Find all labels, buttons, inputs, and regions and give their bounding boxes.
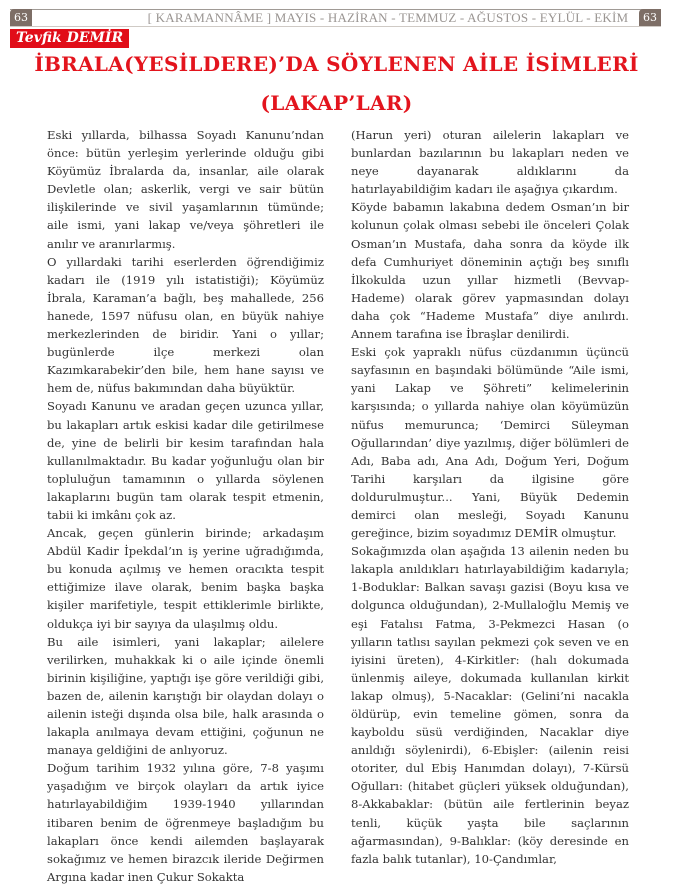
- paragraph: Eski yıllarda, bilhassa Soyadı Kanunu’ndan önce: bütün yerleşim yerlerinde olduğu gibi Köyümüz İbralarda da, insanlar, aile olarak Devletle olan; askerlik, vergi ve sair bütün ilişkilerinde ve sivil yaşamlarının tümünde; aile ismi, yani lakap ve/veya şöhretleri ile anılır ve aranırlarmış.: [47, 128, 324, 251]
- article-subtitle: (LAKAP’LAR): [260, 91, 413, 115]
- paragraph: Ancak, geçen günlerin birinde; arkadaşım Abdül Kadir İpekdal’ın iş yerine uğradığımda, bu konuda açılmış ve hemen oracıkta tespit ettiğimize ilave olarak, benim başka başka kişiler marifetiyle, tespit ettiklerimle birlikte, oldukça iyi bir sayıya da ulaşılmış oldu.: [47, 526, 324, 631]
- paragraph: (Harun yeri) oturan ailelerin lakapları ve bunlardan bazılarının bu lakapları neden ve neye dayanarak aldıklarını da hatırlayabildiğim kadarı ile aşağıya çıkardım.: [351, 128, 629, 197]
- paragraph: Doğum tarihim 1932 yılına göre, 7-8 yaşımı yaşadığım ve birçok olayları da artık iyice hatırlayabildiğim 1939-1940 yıllarından itibaren benim de öğrenmeye başladığım bu lakapları önce kendi ailemden başlayarak sokağımız ve hemen birazcık ileride Değirmen Argına kadar inen Çukur Sokakta: [47, 761, 324, 884]
- paragraph: Soyadı Kanunu ve aradan geçen uzunca yıllar, bu lakapları artık eskisi kadar dile getirilmese de, yine de belirli bir kesim tarafından hala kullanılmaktadır. Bu kadar yoğunluğu olan bir topluluğun tamamının o yıllarda söylenen lakaplarını bugün tam olarak tespit etmenin, tabii ki imkânı çok az.: [47, 399, 324, 522]
- text-column-2: [351, 126, 629, 868]
- paragraph: O yıllardaki tarihi eserlerden öğrendiğimiz kadarı ile (1919 yılı istatistiği); Köyümüz İbrala, Karaman’a bağlı, beş mahallede, 256 hanede, 1597 nüfusu olan, en büyük nahiye merkezlerinden de biridir. Yani o yıllar; bugünlerde ilçe merkezi olan Kazımkarabekir’den bile, hem hane sayısı ve hem de, nüfus bakımından daha büyüktür.: [47, 254, 324, 396]
- article-title: İBRALA(YESİLDERE)’DA SÖYLENEN AİLE İSİMLERİ: [34, 52, 639, 76]
- paragraph: Eski çok yapraklı nüfus cüzdanımın üçüncü sayfasının en başındaki bölümünde “Aile ismi, yani Lakap ve Şöhreti” kelimelerinin karşısında; o yıllarda nahiye olan köyümüzün nüfus memurunca; ‘Demirci Süleyman Oğullarından’ diye yazılmış, diğer bölümleri de Adı, Baba adı, Ana Adı, Doğum Yeri, Doğum Tarihi karşıları da ilgisine göre doldurulmuştur... Yani, Büyük Dedemin demirci olan mesleği, Soyadı Kanunu gereğince, bizim soyadımız DEMİR olmuştur.: [351, 345, 629, 541]
- paragraph: Sokağımızda olan aşağıda 13 ailenin neden bu lakapla anıldıkları hatırlayabildiğim kadarıyla; 1-Boduklar: Balkan savaşı gazisi (Boyu kısa ve dolgunca olduğundan), 2-Mullaloğlu Memiş ve eşi Fatalısı Fatma, 3-Pekmezci Hasan (o yılların tatlısı sayılan pekmezi çok seven ve en iyisini üreten), 4-Kirkitler: (halı dokumada ünlenmiş aileye, dokumada kullanılan kirkit lakap olmuş), 5-Nacaklar: (Gelini’ni nacakla öldürüp, evin temeline gömen, sonra da kayboldu süsü verdiğinden, Nacaklar diye anıldığı söylenirdi), 6-Ebişler: (ailenin reisi otoriter, dul Ebiş Hanımdan dolayı), 7-Kürsü Oğulları: (hitabet güçleri yüksek olduğundan), 8-Akkabaklar: (bütün aile fertlerinin beyaz tenli, küçük yaşta bile saçlarının ağarmasından), 9-Balıklar: (köy deresinde en fazla balık tutanlar), 10-Çandımlar,: [351, 544, 629, 866]
- page-number-right: 63: [639, 9, 661, 26]
- page-number-left: 63: [10, 9, 32, 26]
- author-tag: Tevfik DEMİR: [10, 29, 129, 48]
- running-head: [ KARAMANNÂME ] MAYIS - HAZİRAN - TEMMUZ - AĞUSTOS - EYLÜL - EKİM: [147, 10, 629, 25]
- text-column-1: [47, 126, 324, 886]
- paragraph: Köyde babamın lakabına dedem Osman’ın bir kolunun çolak olması sebebi ile önceleri Çolak Osman’ın Mustafa, daha sonra da köyde ilk defa Cumhuriyet döneminin açtığı beş sınıflı İlkokulda uzun yıllar hizmetli (Bevvap-Hademe) olarak görev yapmasından dolayı daha çok “Hademe Mustafa” diye anılırdı. Annem tarafına ise İbraşlar denilirdi.: [351, 200, 629, 342]
- paragraph: Bu aile isimleri, yani lakaplar; ailelere verilirken, muhakkak ki o aile içinde önemli birinin kişiliğine, yaptığı işe göre verildiği gibi, bazen de, ailenin karıştığı bir olaydan dolayı o ailenin isteği dışında olsa bile, halk arasında o lakapla anılmaya devam ettiğini, çoğunun ne manaya geldiğini de anlıyoruz.: [47, 634, 324, 758]
